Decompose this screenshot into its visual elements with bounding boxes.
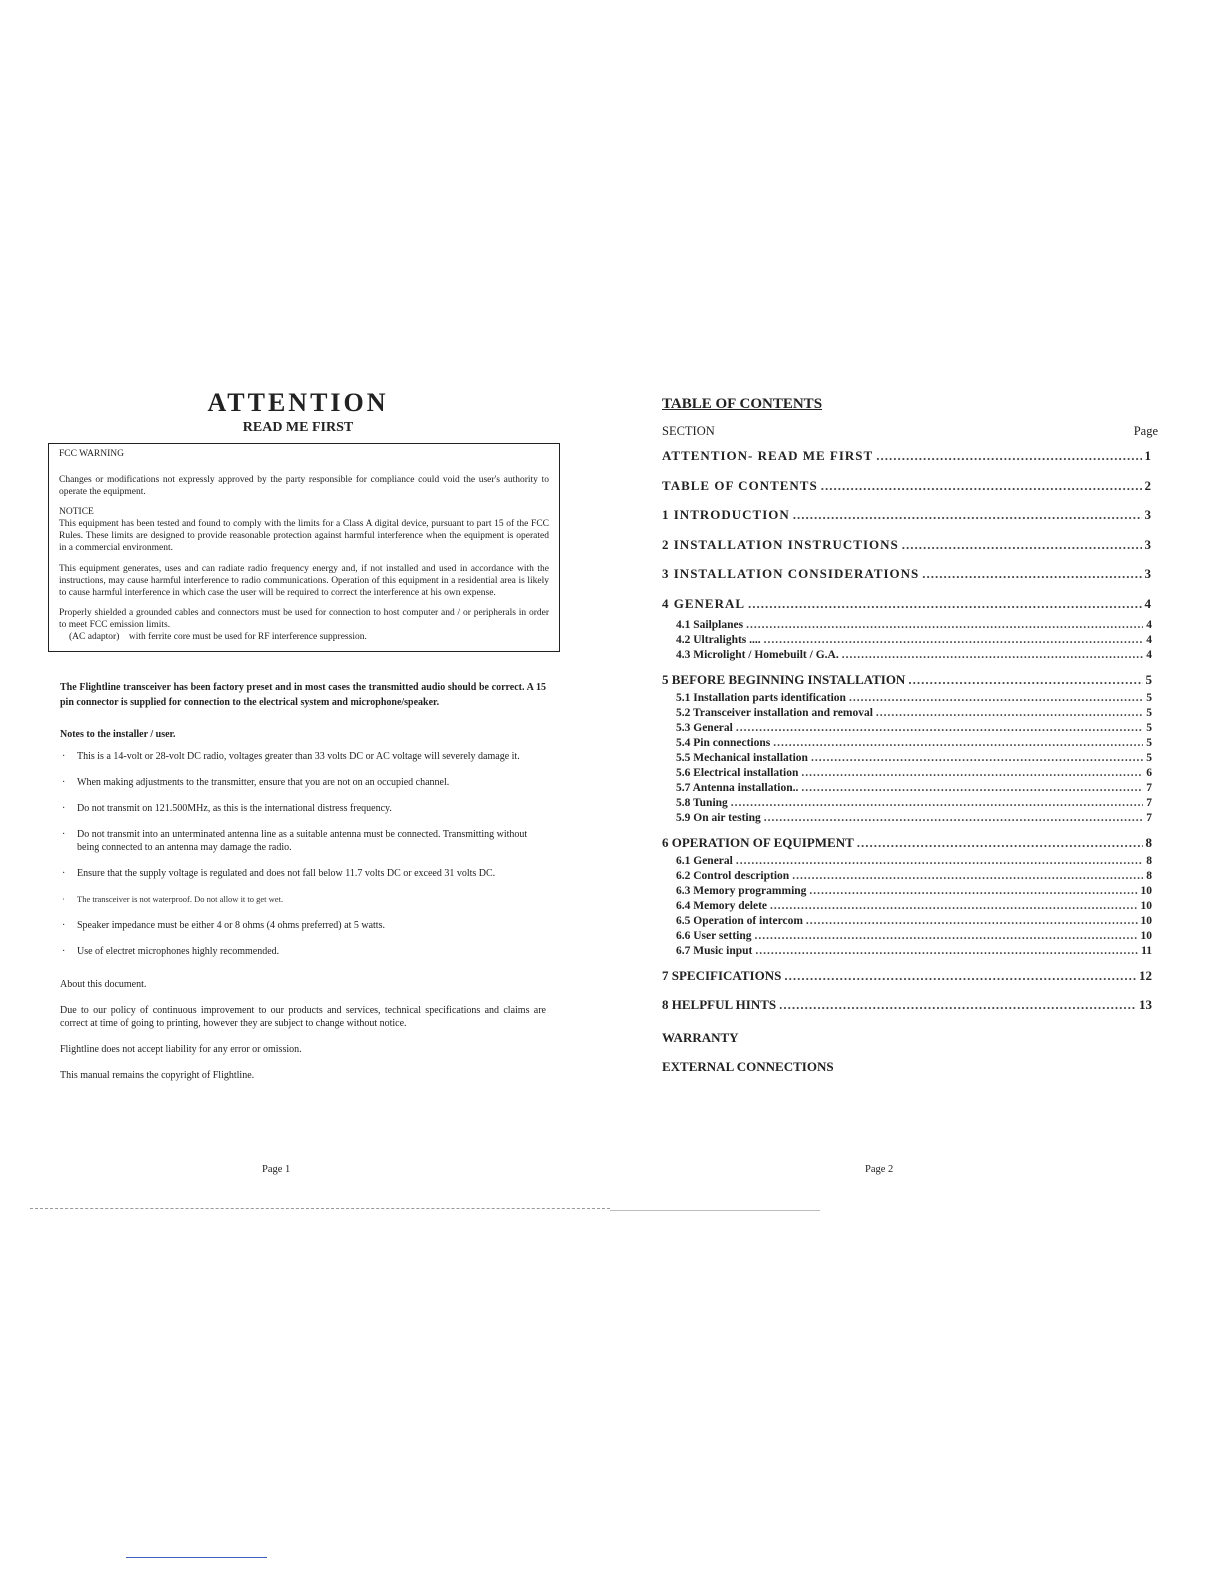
toc-entry-label: 6.1 General bbox=[676, 855, 733, 867]
toc-entry-label: 4.1 Sailplanes bbox=[676, 619, 744, 631]
toc-row[interactable] bbox=[662, 945, 1152, 960]
toc-row[interactable] bbox=[662, 812, 1152, 827]
toc-leader-dots bbox=[755, 945, 1138, 957]
list-item: · Speaker impedance must be either 4 or 8 ohms (4 ohms preferred) at 5 watts. bbox=[62, 920, 385, 931]
attention-title: ATTENTION bbox=[207, 388, 389, 417]
toc-entry-page: 4 bbox=[1144, 595, 1152, 611]
toc-row[interactable] bbox=[662, 507, 1152, 537]
toc-leader-dots bbox=[811, 752, 1143, 764]
toc-entry-label: ATTENTION- READ ME FIRST bbox=[662, 448, 874, 463]
toc-entry-page: 5 bbox=[1146, 722, 1152, 734]
toc-leader-dots bbox=[876, 707, 1143, 719]
liability-paragraph: Flightline does not accept liability for any error or omission. bbox=[60, 1044, 302, 1055]
toc-leader-dots bbox=[876, 448, 1141, 464]
toc-leader-dots bbox=[784, 968, 1136, 984]
bullet-icon: · bbox=[62, 751, 66, 762]
toc-row[interactable] bbox=[662, 649, 1152, 664]
toc-row[interactable] bbox=[662, 870, 1152, 885]
toc-leader-dots bbox=[857, 835, 1143, 851]
toc-entry-page: 5 bbox=[1146, 692, 1152, 704]
bullet-icon: · bbox=[62, 894, 65, 904]
notice-text: This equipment has been tested and found to comply with the limits for a Class A digital device, pursuant to part 15 of the FCC Rules. These limits are designed to provide reasonable protection against harmful interference when the equipment is operated in a commercial environment. bbox=[59, 519, 549, 553]
toc-row[interactable] bbox=[662, 737, 1152, 752]
scan-edge-line bbox=[610, 1210, 820, 1211]
toc-leader-dots bbox=[809, 885, 1137, 897]
toc-entry-label: TABLE OF CONTENTS bbox=[662, 477, 818, 493]
copyright-paragraph: This manual remains the copyright of Flightline. bbox=[60, 1070, 255, 1081]
toc-entry-page: 10 bbox=[1140, 900, 1152, 912]
toc-entry-page: 8 bbox=[1145, 835, 1152, 850]
toc-leader-dots bbox=[842, 649, 1144, 661]
toc-entry-label: 5.3 General bbox=[676, 722, 733, 734]
toc-leader-dots bbox=[793, 507, 1142, 523]
toc-leader-dots bbox=[801, 782, 1143, 794]
toc-entry-page: 3 bbox=[1144, 507, 1152, 522]
fcc-paragraph-modifications: Changes or modifications not expressly approved by the party responsible for compliance could void the user's authority to operate the equipment. bbox=[59, 475, 549, 497]
scan-edge-line bbox=[30, 1208, 610, 1209]
bullet-icon: · bbox=[62, 803, 66, 814]
toc-entry-page: 6 bbox=[1146, 767, 1152, 779]
page-2 bbox=[662, 394, 1158, 1088]
toc-leader-dots bbox=[792, 870, 1143, 882]
toc-row[interactable] bbox=[662, 997, 1152, 1026]
toc-entry-label: 5.7 Antenna installation.. bbox=[676, 782, 799, 794]
toc-entry-page: 5 bbox=[1146, 707, 1152, 719]
toc-entry-label: 5.5 Mechanical installation bbox=[676, 752, 808, 764]
toc-entry-page: 4 bbox=[1146, 634, 1152, 646]
toc-entry-label: 4.2 Ultralights .... bbox=[676, 634, 761, 646]
toc-row[interactable] bbox=[662, 707, 1152, 722]
toc-leader-dots bbox=[908, 672, 1142, 688]
toc-row[interactable] bbox=[662, 900, 1152, 915]
toc-entry-page: 5 bbox=[1146, 737, 1152, 749]
toc-entry-label: 2 INSTALLATION INSTRUCTIONS bbox=[662, 536, 899, 552]
toc-title: TABLE OF CONTENTS bbox=[662, 396, 823, 412]
toc-entry-page: 4 bbox=[1146, 619, 1152, 631]
toc-row[interactable] bbox=[662, 566, 1152, 596]
toc-row[interactable] bbox=[662, 930, 1152, 945]
toc-entry-label: 5.6 Electrical installation bbox=[676, 767, 799, 779]
toc-list bbox=[662, 448, 1152, 1026]
toc-row[interactable] bbox=[662, 478, 1152, 508]
fcc-paragraph-interference: This equipment generates, uses and can radiate radio frequency energy and, if not installed and used in accordance with the instructions, may cause harmful interference to radio communications. Operation of this equipment in a residential area is likely to cause harmful interference in which case the user will be required to correct the interference at his own expense. bbox=[59, 564, 549, 598]
fcc-warning-box bbox=[48, 443, 560, 652]
toc-row[interactable] bbox=[662, 752, 1152, 767]
intro-paragraph: The Flightline transceiver has been factory preset and in most cases the transmitted audio should be correct. A 15 pin connector is supplied for connection to the electrical system and microphone/speaker. bbox=[60, 682, 546, 708]
toc-entry-page: 10 bbox=[1140, 885, 1152, 897]
shielding-text: Properly shielded a grounded cables and connectors must be used for connection to host computer and / or peripherals in order to meet FCC emission limits. bbox=[59, 608, 549, 630]
fcc-notice bbox=[59, 506, 549, 554]
toc-leader-dots bbox=[902, 537, 1142, 553]
toc-entry-page: 7 bbox=[1146, 782, 1152, 794]
toc-entry-page: 8 bbox=[1146, 855, 1152, 867]
toc-row[interactable] bbox=[662, 448, 1152, 478]
bullet-icon: · bbox=[62, 777, 66, 788]
toc-entry-label: 5.8 Tuning bbox=[676, 797, 728, 809]
toc-row[interactable] bbox=[662, 634, 1152, 649]
toc-leader-dots bbox=[806, 915, 1138, 927]
toc-row[interactable] bbox=[662, 537, 1152, 567]
list-item: · This is a 14-volt or 28-volt DC radio, voltages greater than 33 volts DC or AC voltage will severely damage it. bbox=[62, 751, 520, 762]
fcc-warning-heading: FCC WARNING bbox=[59, 449, 125, 459]
toc-leader-dots bbox=[731, 797, 1143, 809]
bullet-icon: · bbox=[62, 868, 66, 879]
toc-entry-page: 2 bbox=[1144, 477, 1152, 493]
toc-header bbox=[662, 424, 1158, 439]
list-item: · Do not transmit into an unterminated antenna line as a suitable antenna must be connected. Transmitting without being connected to an antenna may damage the radio. bbox=[62, 829, 528, 853]
toc-entry-page: 5 bbox=[1145, 672, 1152, 687]
toc-row[interactable] bbox=[662, 835, 1152, 855]
toc-entry-page: 10 bbox=[1140, 930, 1152, 942]
bullet-icon: · bbox=[62, 920, 66, 931]
toc-row[interactable] bbox=[662, 767, 1152, 782]
toc-row[interactable] bbox=[662, 915, 1152, 930]
toc-entry-page: 7 bbox=[1146, 797, 1152, 809]
toc-entry-label: 5.4 Pin connections bbox=[676, 737, 771, 749]
toc-entry-page: 12 bbox=[1139, 968, 1152, 983]
toc-leader-dots bbox=[922, 566, 1141, 582]
toc-entry-label: 4.3 Microlight / Homebuilt / G.A. bbox=[676, 649, 839, 661]
toc-leader-dots bbox=[746, 619, 1143, 631]
toc-entry-label: 1 INTRODUCTION bbox=[662, 507, 790, 522]
toc-entry-label: 5.2 Transceiver installation and removal bbox=[676, 707, 873, 719]
fcc-paragraph-shielding bbox=[59, 607, 549, 643]
toc-entry-page: 10 bbox=[1140, 915, 1152, 927]
page-number-2: Page 2 bbox=[865, 1164, 894, 1175]
page-1 bbox=[48, 388, 560, 1086]
toc-leader-dots bbox=[764, 812, 1143, 824]
toc-entry-label: 6.2 Control description bbox=[676, 870, 790, 882]
toc-row[interactable] bbox=[662, 692, 1152, 707]
toc-row[interactable] bbox=[662, 619, 1152, 634]
toc-entry-label: 3 INSTALLATION CONSIDERATIONS bbox=[662, 566, 920, 581]
toc-entry-page: 13 bbox=[1139, 997, 1152, 1012]
toc-entry-label: 6.5 Operation of intercom bbox=[676, 915, 803, 927]
toc-entry-page: 4 bbox=[1146, 649, 1152, 661]
toc-entry-page: 5 bbox=[1146, 752, 1152, 764]
notes-heading: Notes to the installer / user. bbox=[60, 729, 176, 740]
toc-leader-dots bbox=[764, 634, 1144, 646]
list-item: · The transceiver is not waterproof. Do not allow it to get wet. bbox=[62, 894, 284, 904]
toc-leader-dots bbox=[770, 900, 1137, 912]
toc-entry-page: 8 bbox=[1146, 870, 1152, 882]
list-item: · Use of electret microphones highly recommended. bbox=[62, 946, 280, 957]
toc-entry-label: 6.4 Memory delete bbox=[676, 900, 768, 912]
toc-leader-dots bbox=[773, 737, 1143, 749]
toc-leader-dots bbox=[755, 930, 1138, 942]
list-item: · Do not transmit on 121.500MHz, as this is the international distress frequency. bbox=[62, 803, 392, 814]
scan-artifact-line bbox=[126, 1557, 267, 1558]
bullet-icon: · bbox=[62, 829, 66, 840]
toc-leader-dots bbox=[748, 596, 1141, 612]
toc-entry-page: 3 bbox=[1144, 566, 1152, 581]
read-me-first-subtitle: READ ME FIRST bbox=[242, 420, 354, 435]
ac-adaptor-text: (AC adaptor) with ferrite core must be used for RF interference suppression. bbox=[69, 632, 367, 642]
list-item: · When making adjustments to the transmitter, ensure that you are not on an occupied channel. bbox=[62, 777, 450, 788]
toc-row[interactable] bbox=[662, 797, 1152, 812]
toc-entry-label: 6 OPERATION OF EQUIPMENT bbox=[662, 835, 854, 850]
toc-leader-dots bbox=[736, 722, 1143, 734]
toc-entry-label: 5 BEFORE BEGINNING INSTALLATION bbox=[662, 672, 906, 687]
notes-list bbox=[60, 750, 546, 958]
toc-row[interactable] bbox=[662, 855, 1152, 870]
toc-entry-page: 11 bbox=[1141, 945, 1152, 957]
toc-entry-label: 6.6 User setting bbox=[676, 930, 752, 942]
bullet-icon: · bbox=[62, 946, 66, 957]
toc-entry-label: 8 HELPFUL HINTS bbox=[662, 997, 777, 1012]
toc-entry-label: 6.3 Memory programming bbox=[676, 885, 807, 897]
list-item: · Ensure that the supply voltage is regulated and does not fall below 11.7 volts DC or exceed 31 volts DC. bbox=[62, 868, 496, 879]
section-column-label: SECTION bbox=[662, 424, 715, 438]
toc-entry-page: 7 bbox=[1146, 812, 1152, 824]
toc-entry-label: 5.9 On air testing bbox=[676, 812, 761, 824]
page-number-1: Page 1 bbox=[262, 1164, 291, 1175]
toc-leader-dots bbox=[801, 767, 1143, 779]
toc-leader-dots bbox=[849, 692, 1143, 704]
toc-warranty[interactable]: WARRANTY bbox=[662, 1030, 739, 1045]
toc-row[interactable] bbox=[662, 672, 1152, 692]
toc-row[interactable] bbox=[662, 885, 1152, 900]
toc-leader-dots bbox=[736, 855, 1143, 867]
page-column-label: Page bbox=[1133, 424, 1158, 438]
toc-leader-dots bbox=[821, 478, 1142, 494]
toc-leader-dots bbox=[779, 997, 1136, 1013]
about-heading: About this document. bbox=[60, 979, 147, 990]
toc-entry-page: 3 bbox=[1144, 536, 1152, 552]
policy-paragraph: Due to our policy of continuous improvement to our products and services, technical specifications and claims are correct at time of going to printing, however they are subject to change without notice. bbox=[60, 1005, 546, 1029]
toc-entry-label: 4 GENERAL bbox=[662, 595, 746, 611]
toc-entry-label: 7 SPECIFICATIONS bbox=[662, 968, 782, 983]
toc-entry-label: 5.1 Installation parts identification bbox=[676, 692, 846, 704]
toc-row[interactable] bbox=[662, 722, 1152, 737]
toc-external-connections[interactable]: EXTERNAL CONNECTIONS bbox=[662, 1059, 834, 1074]
toc-entry-page: 1 bbox=[1144, 448, 1152, 463]
toc-row[interactable] bbox=[662, 782, 1152, 797]
toc-entry-label: 6.7 Music input bbox=[676, 945, 753, 957]
notice-label: NOTICE bbox=[59, 507, 94, 517]
toc-row[interactable] bbox=[662, 968, 1152, 997]
